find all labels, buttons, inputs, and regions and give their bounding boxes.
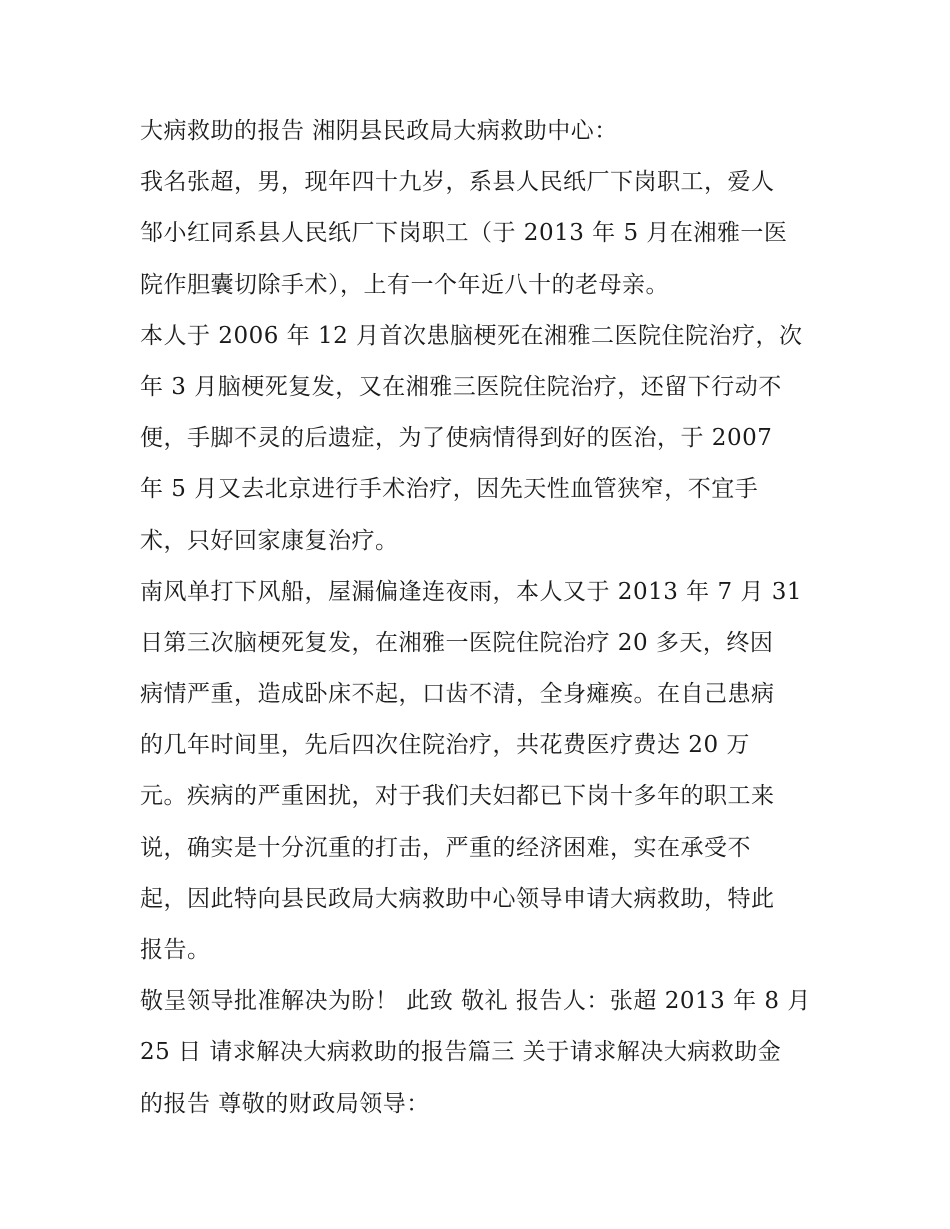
text-line: 术，只好回家康复治疗。 bbox=[140, 527, 399, 554]
text-line: 敬呈领导批准解决为盼！ 此致 敬礼 报告人：张超 2013 年 8 月 bbox=[140, 988, 811, 1015]
text-line: 本人于 2006 年 12 月首次患脑梗死在湘雅二医院住院治疗，次 bbox=[140, 322, 803, 349]
text-line: 说，确实是十分沉重的打击，严重的经济困难，实在承受不 bbox=[140, 834, 751, 861]
text-line: 的报告 尊敬的财政局领导： bbox=[140, 1090, 430, 1117]
text-line: 大病救助的报告 湘阴县民政局大病救助中心： bbox=[140, 118, 618, 144]
text-line: 病情严重，造成卧床不起，口齿不清，全身瘫痪。在自己患病 bbox=[140, 681, 775, 708]
text-line: 日第三次脑梗死复发，在湘雅一医院住院治疗 20 多天，终因 bbox=[140, 629, 774, 656]
text-line: 年 5 月又去北京进行手术治疗，因先天性血管狭窄，不宜手 bbox=[140, 476, 759, 503]
text-line: 便，手脚不灵的后遗症，为了使病情得到好的医治，于 2007 bbox=[140, 425, 773, 452]
document-body bbox=[140, 106, 820, 1130]
text-line: 年 3 月脑梗死复发，又在湘雅三医院住院治疗，还留下行动不 bbox=[140, 373, 782, 400]
text-line: 南风单打下风船，屋漏偏逢连夜雨，本人又于 2013 年 7 月 31 bbox=[140, 578, 802, 605]
text-line: 的几年时间里，先后四次住院治疗，共花费医疗费达 20 万 bbox=[140, 732, 750, 759]
text-line: 院作胆囊切除手术），上有一个年近八十的老母亲。 bbox=[140, 271, 669, 298]
text-line: 25 日 请求解决大病救助的报告篇三 关于请求解决大病救助金 bbox=[140, 1039, 782, 1066]
text-line: 我名张超，男，现年四十九岁，系县人民纸厂下岗职工，爱人 bbox=[140, 169, 775, 196]
text-line: 报告。 bbox=[140, 937, 211, 963]
text-line: 邹小红同系县人民纸厂下岗职工（于 2013 年 5 月在湘雅一医 bbox=[140, 220, 788, 247]
text-line: 起，因此特向县民政局大病救助中心领导申请大病救助，特此 bbox=[140, 885, 775, 912]
text-line: 元。疾病的严重困扰，对于我们夫妇都已下岗十多年的职工来 bbox=[140, 783, 775, 810]
